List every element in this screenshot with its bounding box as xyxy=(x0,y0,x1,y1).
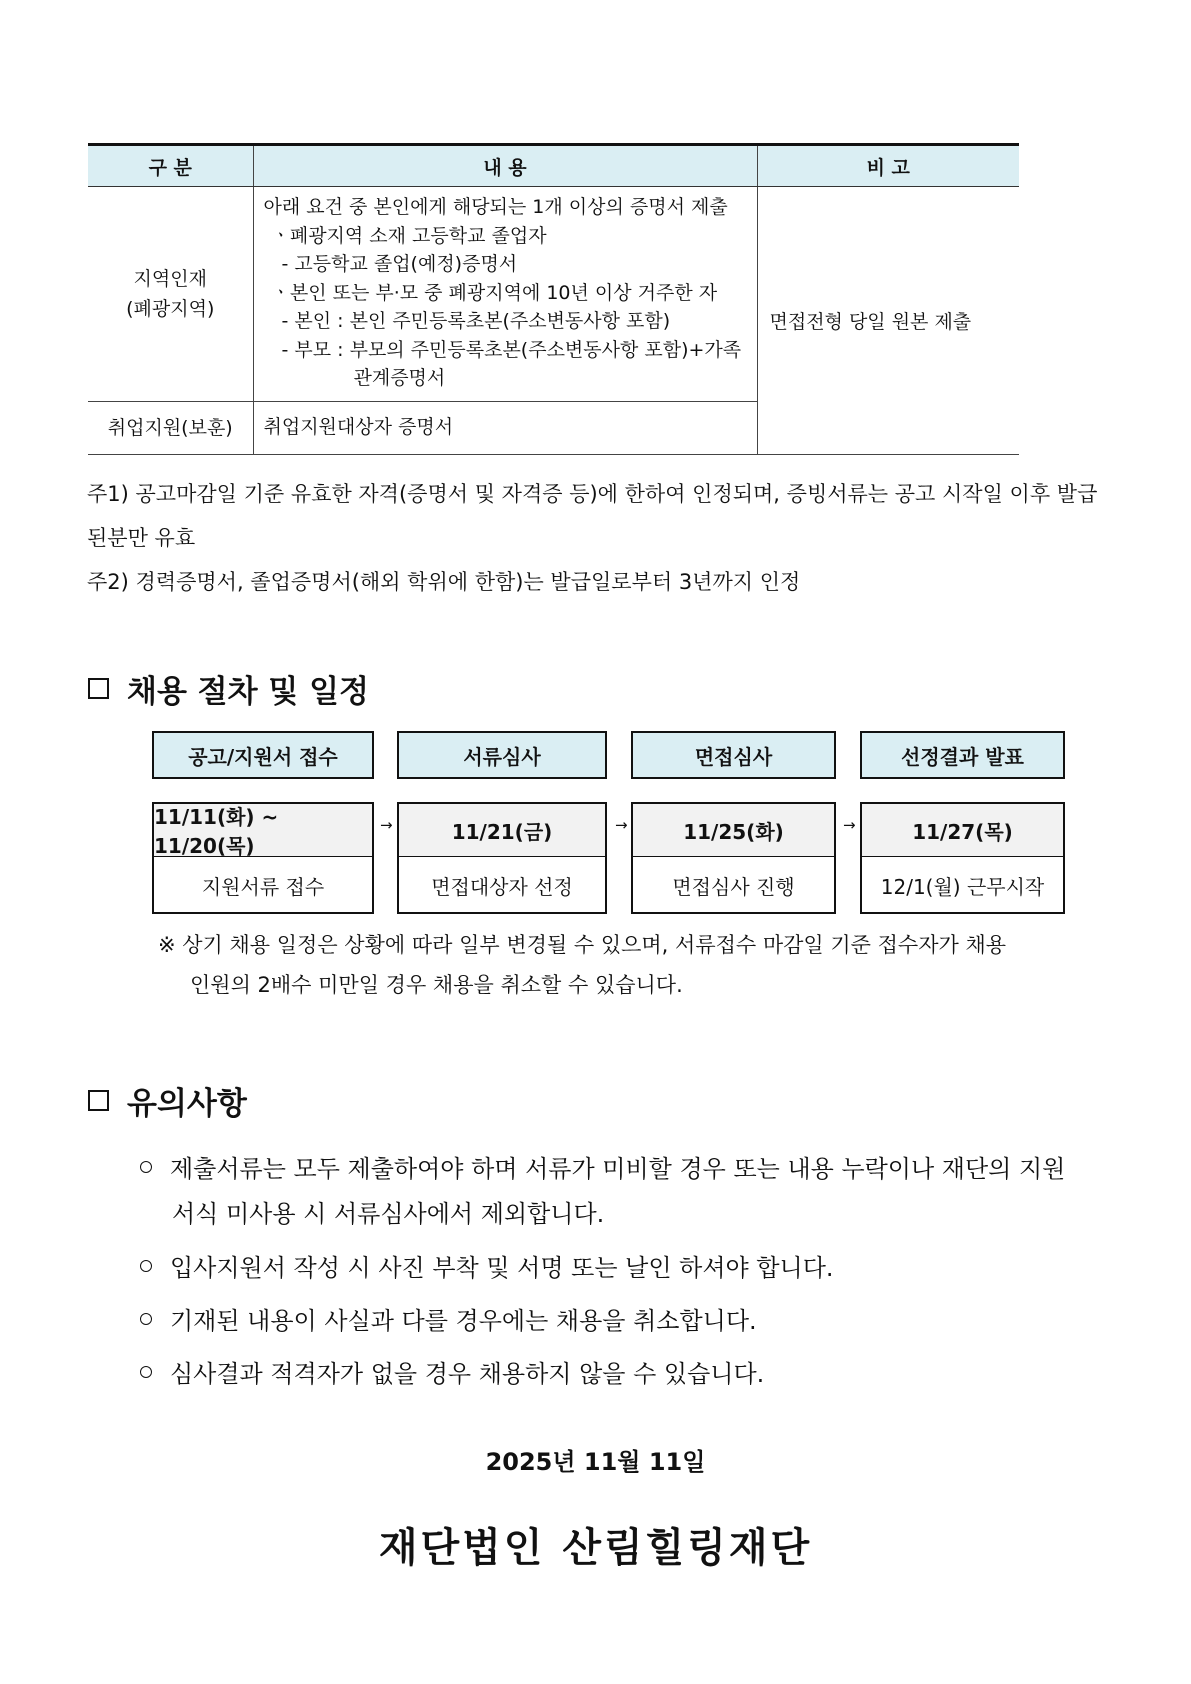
table-row xyxy=(88,187,1019,402)
footnote-1-cont: 된분만 유효 xyxy=(87,526,196,550)
step-date: 11/11(화) ~ 11/20(목) xyxy=(154,804,372,857)
step-title-interview: 면접심사 xyxy=(631,731,836,779)
footnote-1: 주1) 공고마감일 기준 유효한 자격(증명서 및 자격증 등)에 한하여 인정되며, 증빙서류는 공고 시작일 이후 발급 xyxy=(87,482,1098,506)
circle-bullet-icon xyxy=(140,1260,152,1272)
category-cell: 취업지원(보훈) xyxy=(88,401,253,454)
header-note: 비 고 xyxy=(757,145,1019,187)
content-line: - 고등학교 졸업(예정)증명서 xyxy=(281,253,518,275)
footnote-2: 주2) 경력증명서, 졸업증명서(해외 학위에 한함)는 발급일로부터 3년까지 인정 xyxy=(87,570,801,594)
arrow-icon: → xyxy=(615,816,628,834)
step-date: 11/21(금) xyxy=(399,804,605,857)
checkbox-square-icon xyxy=(88,1090,109,1111)
organization-name: 재단법인 산림힐링재단 xyxy=(378,1525,813,1571)
schedule-notice: ※ 상기 채용 일정은 상황에 따라 일부 변경될 수 있으며, 서류접수 마감일 기준 접수자가 채용 xyxy=(158,933,1007,957)
header-category: 구 분 xyxy=(88,145,253,187)
cautions-heading xyxy=(88,1078,247,1123)
step-date: 11/27(목) xyxy=(862,804,1063,857)
category-sublabel: (폐광지역) xyxy=(126,297,215,320)
circle-bullet-icon xyxy=(140,1366,152,1378)
step-date: 11/25(화) xyxy=(633,804,834,857)
arrow-icon: → xyxy=(843,816,856,834)
step-box-result xyxy=(860,802,1065,914)
content-cell xyxy=(253,187,757,402)
cautions-title: 유의사항 xyxy=(127,1086,247,1122)
schedule-notice-cont: 인원의 2배수 미만일 경우 채용을 취소할 수 있습니다. xyxy=(190,973,683,997)
step-desc: 지원서류 접수 xyxy=(201,874,325,899)
table-header-row xyxy=(88,145,1019,187)
document-date: 2025년 11월 11일 xyxy=(485,1448,706,1476)
caution-item: 입사지원서 작성 시 사진 부착 및 서명 또는 날인 하셔야 합니다. xyxy=(140,1248,834,1283)
step-title-result: 선정결과 발표 xyxy=(860,731,1065,779)
content-line: 아래 요건 중 본인에게 해당되는 1개 이상의 증명서 제출 xyxy=(263,196,728,218)
step-box-document-review xyxy=(397,802,607,914)
step-box-application xyxy=(152,802,374,914)
step-desc: 면접심사 진행 xyxy=(672,874,795,899)
caution-item: 기재된 내용이 사실과 다를 경우에는 채용을 취소합니다. xyxy=(140,1301,757,1336)
step-title-application: 공고/지원서 접수 xyxy=(152,731,374,779)
content-line: 관계증명서 xyxy=(353,367,446,389)
circle-bullet-icon xyxy=(140,1161,152,1173)
content-line: ㆍ폐광지역 소재 고등학교 졸업자 xyxy=(271,224,547,247)
step-desc: 12/1(월) 근무시작 xyxy=(880,874,1045,899)
arrow-icon: → xyxy=(380,816,393,834)
checkbox-square-icon xyxy=(88,678,109,699)
caution-item: 제출서류는 모두 제출하여야 하며 서류가 미비할 경우 또는 내용 누락이나 재단의 지원 xyxy=(140,1149,1065,1184)
category-label: 지역인재 xyxy=(133,267,207,290)
step-desc: 면접대상자 선정 xyxy=(431,874,573,899)
step-title-document-review: 서류심사 xyxy=(397,731,607,779)
content-cell: 취업지원대상자 증명서 xyxy=(253,401,757,454)
required-documents-table xyxy=(88,143,1019,455)
content-line: - 본인 : 본인 주민등록초본(주소변동사항 포함) xyxy=(281,310,671,332)
content-line: ㆍ본인 또는 부·모 중 폐광지역에 10년 이상 거주한 자 xyxy=(271,281,718,304)
schedule-title: 채용 절차 및 일정 xyxy=(127,674,369,710)
circle-bullet-icon xyxy=(140,1313,152,1325)
header-content: 내 용 xyxy=(253,145,757,187)
content-line: - 부모 : 부모의 주민등록초본(주소변동사항 포함)+가족 xyxy=(281,338,742,361)
note-cell: 면접전형 당일 원본 제출 xyxy=(757,187,1019,455)
category-cell xyxy=(88,187,253,402)
schedule-heading xyxy=(88,666,369,711)
caution-item-cont: 서식 미사용 시 서류심사에서 제외합니다. xyxy=(172,1200,605,1228)
step-box-interview xyxy=(631,802,836,914)
caution-item: 심사결과 적격자가 없을 경우 채용하지 않을 수 있습니다. xyxy=(140,1354,764,1389)
